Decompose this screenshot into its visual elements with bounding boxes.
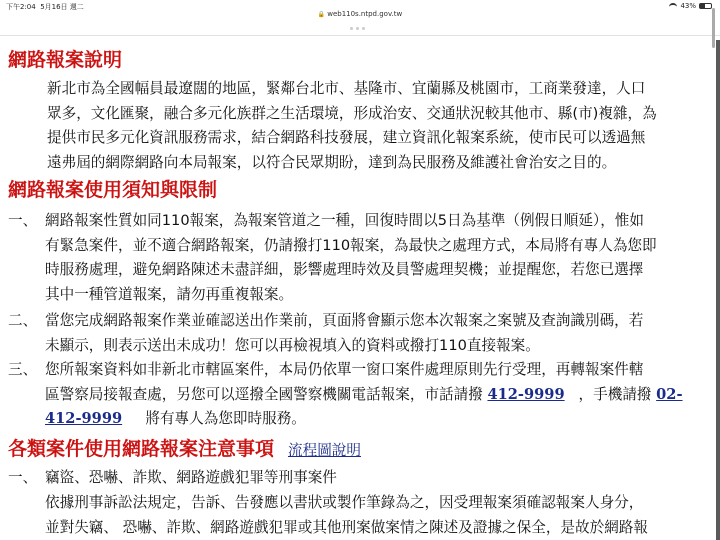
tab-handle[interactable] [350, 27, 370, 30]
section1-paragraph: 新北市為全國幅員最遼闊的地區，緊鄰台北市、基隆市、宜蘭縣及桃園市，工商業發達，人口 眾多，文化匯聚，融合多元化族群之生活環境，形成治安、交通狀況較其他市、縣(市)複雜，為 提供市民多元化資訊服務需求，結合網路科技發展，建立資訊化報案系統，使市民可以透過無 遠弗屆的網際網路向本局報案，以符合民眾期盼，達到為民服務及維護社會治安之目的。 [47, 80, 657, 171]
address-bar[interactable] [0, 10, 720, 22]
landline-tel-link[interactable]: 412-9999 [487, 385, 565, 403]
mobile-tel-link-part1[interactable]: 02- [656, 385, 683, 403]
item-marker: 二、 [8, 312, 38, 329]
notice-item-2: 當您完成網路報案作業並確認送出作業前，頁面將會顯示您本次報案之案號及查詢識別碼，若 未顯示，則表示送出未成功！您可以再檢視填入的資料或撥打110直接報案。 [45, 312, 644, 354]
item-marker: 三、 [8, 361, 38, 378]
item-marker: 一、 [8, 212, 38, 229]
lock-icon: 🔒 [317, 11, 326, 18]
section-title-case-notes: 各類案件使用網路報案注意事項 流程圖說明 [8, 438, 361, 460]
status-time: 下午2:04 5月16日 週二 [6, 3, 84, 11]
side-panel-edge [716, 40, 720, 540]
flowchart-link[interactable]: 流程圖說明 [288, 442, 361, 459]
wifi-icon [669, 3, 677, 9]
url-text: web110s.ntpd.gov.tw [327, 10, 403, 18]
section-title-report-description: 網路報案說明 [8, 49, 123, 71]
criminal-case-title: 竊盜、恐嚇、詐欺、網路遊戲犯罪等刑事案件 [45, 469, 337, 486]
battery-icon [699, 3, 712, 9]
notice-item-3: 您所報案資料如非新北市轄區案件，本局仍依單一窗口案件處理原則先行受理，再轉報案件轄 區警察局接報查處，另您可以逕撥全國警察機關電話報案，市話請撥 412-9999 ，手機請撥 02- 412-9999 將有專人為您即時服務。 [45, 361, 683, 427]
criminal-case-paragraph: 依據刑事訴訟法規定，告訴、告發應以書狀或製作筆錄為之，因受理報案須確認報案人身分， 並對失竊、 恐嚇、詐欺、網路遊戲犯罪或其他刑案做案情之陳述及證據之保全，是故於網路報 [45, 494, 648, 536]
status-right [669, 2, 712, 10]
battery-percent: 43% [680, 2, 696, 10]
section-title-usage-notes: 網路報案使用須知與限制 [8, 179, 218, 201]
scrollbar[interactable] [712, 8, 715, 48]
notice-item-1: 網路報案性質如同110報案，為報案管道之一種，回復時間以5日為基準（例假日順延），惟如 有緊急案件，並不適合網路報案，仍請撥打110報案，為最快之處理方式，本局將有專人為您即 時服務處理，避免網路陳述未盡詳細，影響處理時效及員警處理契機；並提醒您，若您已選擇 其中一種管道報案，請勿再重複報案。 [45, 212, 657, 303]
item-marker: 一、 [8, 469, 38, 486]
mobile-tel-link-part2[interactable]: 412-9999 [45, 410, 123, 427]
toolbar-divider [0, 35, 720, 36]
